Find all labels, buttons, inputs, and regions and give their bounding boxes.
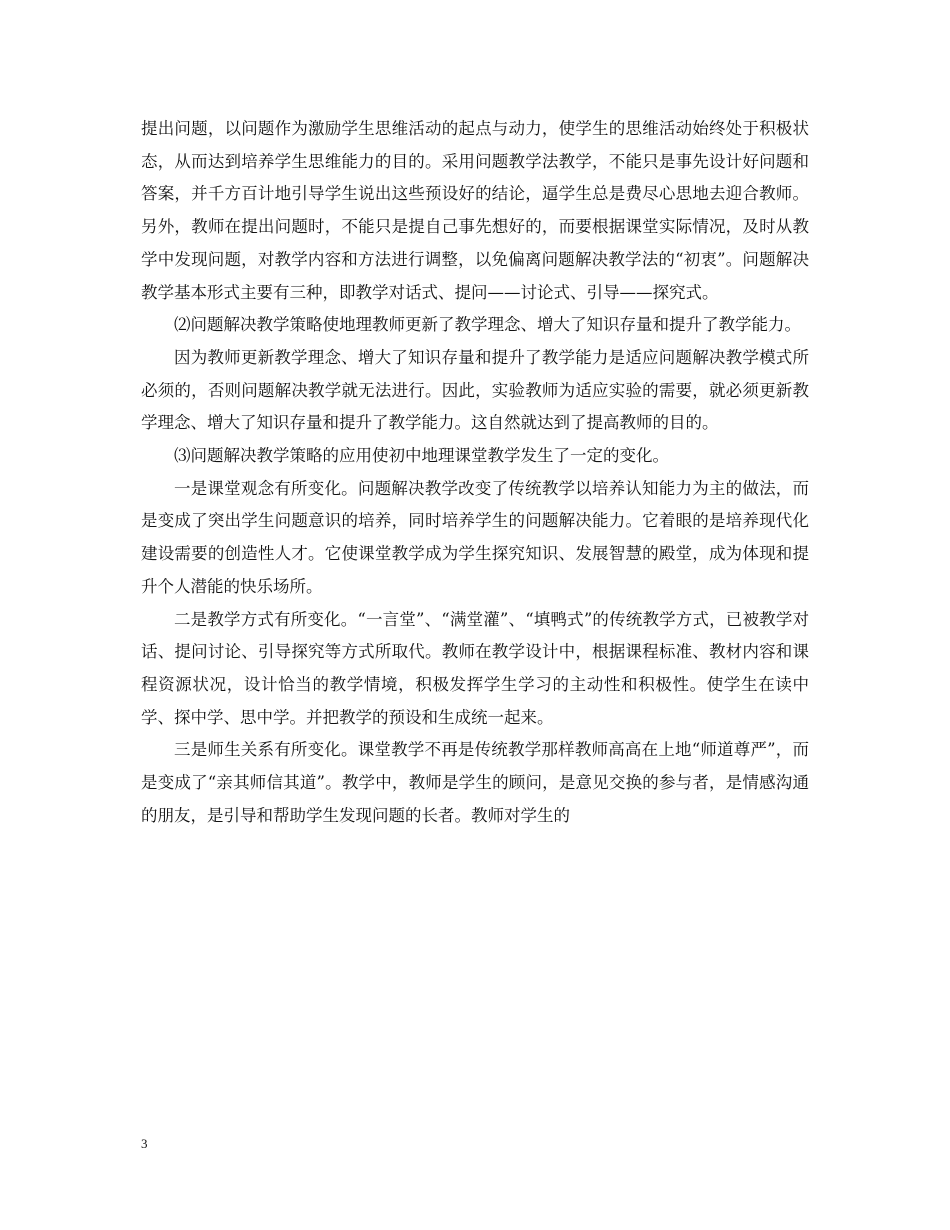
- paragraph-2: ⑵问题解决教学策略使地理教师更新了教学理念、增大了知识存量和提升了教学能力。: [174, 315, 801, 335]
- page-number: 3: [141, 1136, 148, 1151]
- document-body: [141, 113, 809, 832]
- paragraph-5: 一是课堂观念有所变化。问题解决教学改变了传统教学以培养认知能力为主的做法，而是变成了突出学生问题意识的培养，同时培养学生的问题解决能力。它着眼的是培养现代化建设需要的创造性人才。它使课堂教学成为学生探究知识、发展智慧的殿堂，成为体现和提升个人潜能的快乐场所。: [141, 478, 809, 596]
- paragraph-6: 二是教学方式有所变化。“一言堂”、“满堂灌”、“填鸭式”的传统教学方式，已被教学对话、提问讨论、引导探究等方式所取代。教师在教学设计中，根据课程标准、教材内容和课程资源状况，设计恰当的教学情境，积极发挥学生学习的主动性和积极性。使学生在读中学、探中学、思中学。并把教学的预设和生成统一起来。: [141, 609, 809, 727]
- paragraph-7: 三是师生关系有所变化。课堂教学不再是传统教学那样教师高高在上地“师道尊严”，而是变成了“亲其师信其道”。教学中，教师是学生的顾问，是意见交换的参与者，是情感沟通的朋友，是引导和帮助学生发现问题的长者。教师对学生的: [141, 740, 809, 825]
- paragraph-3: 因为教师更新教学理念、增大了知识存量和提升了教学能力是适应问题解决教学模式所必须的，否则问题解决教学就无法进行。因此，实验教师为适应实验的需要，就必须更新教学理念、增大了知识存量和提升了教学能力。这自然就达到了提高教师的目的。: [141, 347, 809, 433]
- paragraph-1: 提出问题，以问题作为激励学生思维活动的起点与动力，使学生的思维活动始终处于积极状态，从而达到培养学生思维能力的目的。采用问题教学法教学，不能只是事先设计好问题和答案，并千方百计地引导学生说出这些预设好的结论，逼学生总是费尽心思地去迎合教师。另外，教师在提出问题时，不能只是提自己事先想好的，而要根据课堂实际情况，及时从教学中发现问题，对教学内容和方法进行调整，以免偏离问题解决教学法的“初衷”。问题解决教学基本形式主要有三种，即教学对话式、提问——讨论式、引导——探究式。: [141, 119, 809, 302]
- paragraph-4: ⑶问题解决教学策略的应用使初中地理课堂教学发生了一定的变化。: [174, 446, 669, 466]
